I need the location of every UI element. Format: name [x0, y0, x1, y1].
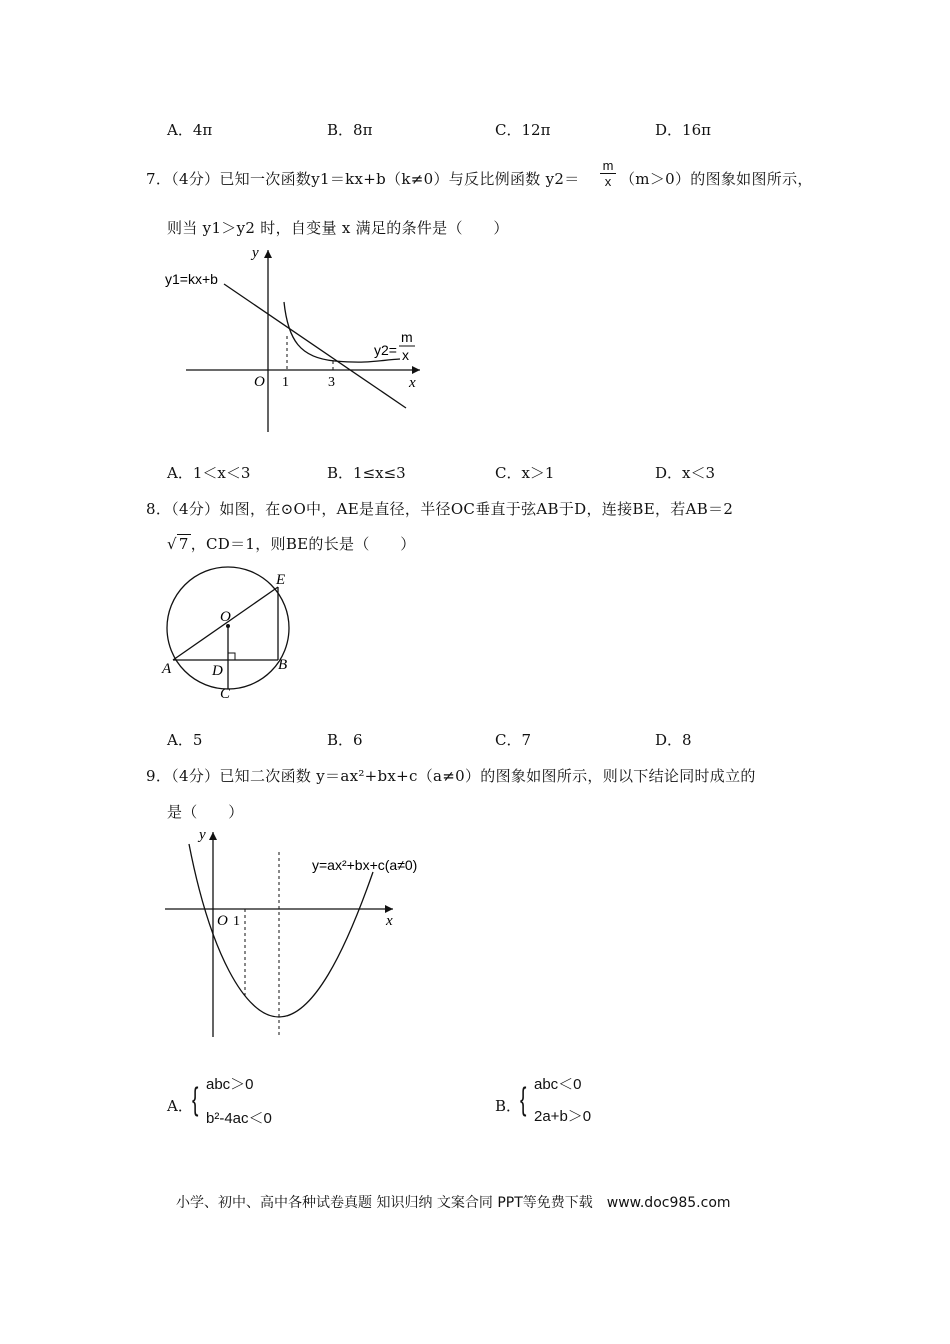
q8-right-angle [228, 653, 235, 660]
q7-option-c: C．x＞1 [495, 464, 555, 482]
q8-stem-line1: 8．（4分）如图，在⊙O中，AE是直径，半径OC垂直于弦AB于D，连接BE，若AB＝2 [146, 500, 734, 518]
sqrt-icon: √ [167, 535, 177, 553]
q7-fraction [600, 158, 616, 189]
q9-option-a-line1: abc＞0 [206, 1076, 254, 1093]
q9-y-label: y [199, 827, 206, 843]
brace-icon: { [520, 1081, 527, 1117]
q6-option-c: C．12π [495, 121, 551, 139]
q9-y-arrow [209, 832, 217, 840]
q7-tick-1: 1 [282, 375, 289, 390]
q7-tick-3: 3 [328, 375, 335, 390]
q9-option-b-label: B． [495, 1097, 522, 1115]
q9-option-b-line1: abc＜0 [534, 1076, 582, 1093]
q7-option-b: B．1≤x≤3 [327, 464, 406, 482]
q7-x-label: x [409, 375, 416, 391]
q9-x-label: x [386, 913, 393, 929]
q8-sqrt-value: 7 [178, 535, 189, 553]
q9-option-a-line2: b²-4ac＜0 [206, 1110, 272, 1127]
q6-option-d: D．16π [655, 121, 711, 139]
q8-label-b: B [278, 657, 288, 673]
q8-stem-rest: ，CD＝1，则BE的长是（ ） [190, 535, 416, 553]
q8-label-o: O [220, 609, 231, 625]
q9-stem-line1: 9．（4分）已知二次函数 y＝ax²+bx+c（a≠0）的图象如图所示，则以下结论同时成立的 [146, 767, 756, 785]
q7-prefix: 7．（4分）已知一次函数 [146, 170, 312, 188]
q8-label-d: D [212, 663, 223, 679]
q9-tick-1: 1 [233, 914, 240, 929]
q9-curve-label: y=ax²+bx+c(a≠0) [312, 857, 418, 873]
q7-curve-num: m [401, 329, 413, 345]
q7-curve-label: y2= [374, 342, 397, 358]
q8-option-b: B．6 [327, 731, 363, 749]
q8-stem-line2 [167, 533, 416, 554]
q9-graph [155, 822, 455, 1042]
q7-stem-line2: 则当 y1＞y2 时，自变量 x 满足的条件是（ ） [167, 219, 509, 237]
q9-x-arrow [385, 905, 393, 913]
q6-option-b: B．8π [327, 121, 373, 139]
q8-label-e: E [276, 572, 286, 588]
q7-suffix: （m＞0）的图象如图所示， [620, 170, 813, 188]
q7-frac-num: m [602, 158, 614, 173]
q8-option-d: D．8 [655, 731, 692, 749]
q9-stem-line2: 是（ ） [167, 803, 244, 821]
q8-label-a: A [162, 661, 172, 677]
q8-label-c: C [220, 686, 231, 702]
q7-y-arrow [264, 250, 272, 258]
q7-line-label: y1=kx+b [165, 271, 218, 287]
q9-option-b-line2: 2a+b＞0 [534, 1108, 592, 1125]
q7-graph [150, 240, 430, 440]
q7-stem-line1 [146, 168, 580, 189]
q7-curve-den: x [402, 347, 409, 363]
q8-option-a: A．5 [167, 731, 203, 749]
q8-option-c: C．7 [495, 731, 532, 749]
q7-origin: O [254, 374, 265, 390]
q9-option-a-label: A． [167, 1097, 193, 1115]
q7-x-arrow [412, 366, 420, 374]
q7-frac-den: x [600, 173, 616, 189]
q7-y1: y1＝kx+b（k≠0）与反比例函数 y2＝ [311, 170, 580, 188]
q8-figure [160, 565, 310, 705]
q7-y-label: y [252, 245, 259, 261]
q7-option-d: D．x＜3 [655, 464, 716, 482]
q6-option-a: A．4π [167, 121, 213, 139]
brace-icon: { [192, 1081, 199, 1117]
q7-option-a: A．1＜x＜3 [167, 464, 251, 482]
page-footer: 小学、初中、高中各种试卷真题 知识归纳 文案合同 PPT等免费下载 www.doc985.com [176, 1195, 731, 1211]
q9-origin: O [217, 913, 228, 929]
